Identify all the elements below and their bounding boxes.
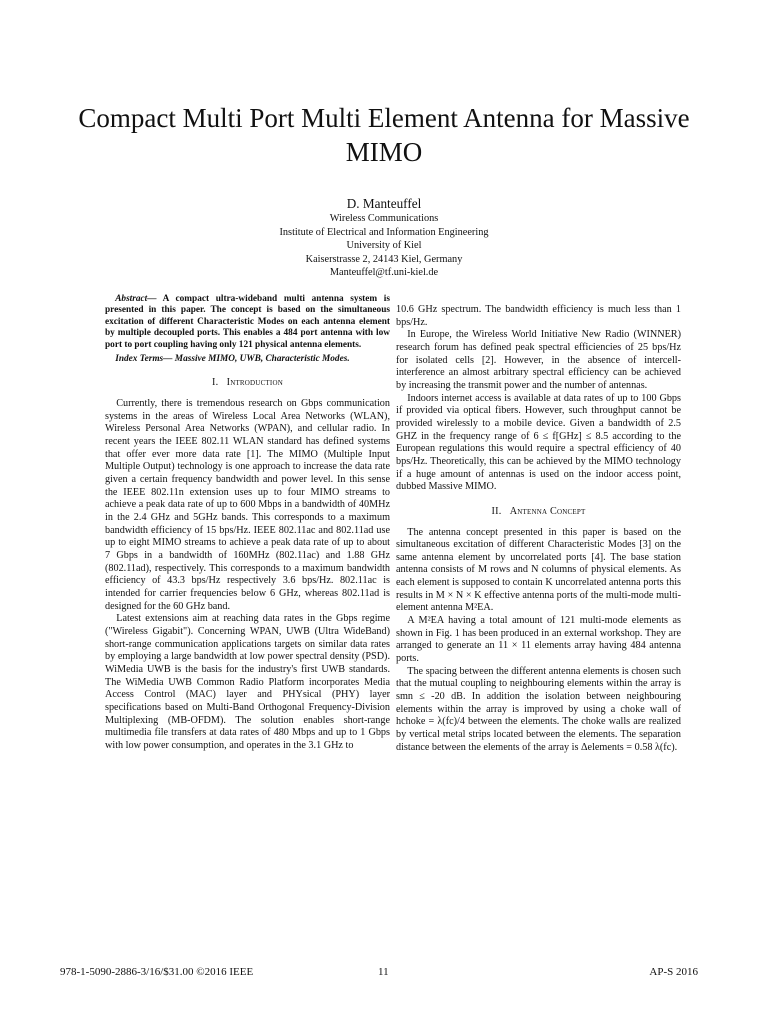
body-paragraph: 10.6 GHz spectrum. The bandwidth efficiency is much less than 1 bps/Hz. — [396, 304, 681, 328]
section-heading-antenna-concept — [396, 506, 681, 519]
author-block — [160, 196, 608, 280]
section-heading-introduction — [105, 377, 390, 390]
affiliation-line: Institute of Electrical and Information Engineering — [279, 226, 489, 238]
body-paragraph: The antenna concept presented in this paper is based on the simultaneous excitation of different Characteristic Modes [3] on the same antenna element by uncorrelated ports [4]. The base station antenna consists of M rows and N columns of physical elements. As each element is supposed to contain K uncorrelated antenna ports this results in M × N × K effective antenna ports of the multi-mode multi-element antenna M²EA. — [396, 526, 681, 614]
body-paragraph: The spacing between the different antenna elements is chosen such that the mutual coupling to neighbouring elements within the array is smn ≤ -20 dB. In addition the isolation between neighbouring elements within the array is improved by using a choke wall of hchoke = λ(fc)/4 between the elements. The choke walls are realized by vertical metal strips located between the elements. The separation distance between the elements of the array is Δelements = 0.58 λ(fc). — [396, 665, 681, 753]
right-column — [396, 304, 681, 754]
affiliation-line: University of Kiel — [346, 240, 422, 251]
body-paragraph: Currently, there is tremendous research on Gbps communication systems in the areas of Wireless Local Area Networks (WLAN), Wireless Personal Area Networks (WPAN), and cellular radio. In recent years the IEEE 802.11 WLAN standard has defined systems that offer ever more data rate [1]. The MIMO (Multiple Input Multiple Output) technology is one approach to increase the data rate given a certain frequency bandwidth and power level. In this sense the IEEE 802.11n extension uses up to four MIMO streams to achieve a peak data rate of up to 600 Mbps in a bandwidth of 40MHz in the 2.4 GHz and 5GHz bands. This corresponds to a maximum bandwidth efficiency of 15 bps/Hz. IEEE 802.11ac and 802.11ad use up to eight MIMO streams to achieve a peak data rate of up to about 7 Gbps in a bandwidth of 160MHz (802.11ac) and 1.88 GHz (802.11ad), respectively. This corresponds to a maximum bandwidth efficiency of 43.3 bps/Hz respectively 3.6 bps/Hz. 802.11ac is intended for carrier frequencies below 6 GHz, whereas 802.11ad is designed for the 60 GHz band. — [105, 398, 390, 612]
abstract-lead: Abstract— — [115, 294, 157, 304]
page-number: 11 — [378, 966, 389, 978]
section-number: I. — [212, 377, 219, 389]
section-title: Antenna Concept — [509, 505, 586, 517]
author-email: Manteuffel@tf.uni-kiel.de — [329, 267, 439, 278]
affiliation-line: Kaiserstrasse 2, 24143 Kiel, Germany — [305, 253, 463, 265]
author-name: D. Manteuffel — [346, 196, 422, 211]
affiliation-line: Wireless Communications — [329, 213, 439, 224]
body-paragraph: A M²EA having a total amount of 121 multi-mode elements as shown in Fig. 1 has been produced in an external workshop. They are arranged to generate an 11 × 11 elements array having 484 antenna ports. — [396, 615, 681, 665]
body-paragraph: In Europe, the Wireless World Initiative New Radio (WINNER) research forum has defined peak spectral efficiencies of 25 bps/Hz for isolated cells [2]. However, in the absence of intercell-interference an almost arbitrary spectral efficiency can be achieved by increasing the transmit power and the number of antennas. — [396, 329, 681, 391]
index-terms-lead: Index Terms— — [115, 354, 173, 365]
index-terms-text: Massive MIMO, UWB, Characteristic Modes. — [172, 354, 350, 365]
conference-label: AP-S 2016 — [649, 966, 698, 978]
abstract — [105, 294, 390, 351]
abstract-text: A compact ultra-wideband multi antenna system is presented in this paper. The concept is based on the simultaneous excitation of different Characteristic Modes on each antenna element by multiple decoupled ports. This enables a 484 port antenna with low port to port coupling having only 121 physical antenna elements. — [105, 294, 390, 350]
section-number: II. — [491, 505, 502, 517]
left-column — [105, 294, 390, 752]
paper-title: Compact Multi Port Multi Element Antenna for Massive MIMO — [78, 103, 690, 167]
footer-copyright: 978-1-5090-2886-3/16/$31.00 ©2016 IEEE — [60, 966, 254, 978]
body-paragraph: Indoors internet access is available at data rates of up to 100 Gbps if provided via optical fibers. However, such throughput cannot be provided wirelessly to a mobile device. Given a bandwidth of 2.5 GHZ in the frequency range of 6 ≤ f[GHz] ≤ 8.5 according to the European regulations this would require a spectral efficiency of 40 bps/Hz. Theoretically, this can be achieved by the MIMO technology if a huge amount of antennas is used on the indoor access point, dubbed Massive MIMO. — [396, 392, 681, 493]
section-title: Introduction — [226, 377, 283, 389]
index-terms — [105, 354, 390, 365]
body-paragraph: Latest extensions aim at reaching data rates in the Gbps regime ("Wireless Gigabit"). Concerning WPAN, UWB (Ultra WideBand) short-range communication applications targets on similar data rates by employing a large bandwidth at low power spectral density (PSD). WiMedia UWB is the basis for the industry's first UWB standards. The WiMedia UWB Common Radio Platform incorporates Media Access Control (MAC) layer and PHYsical (PHY) layer specifications based on Multi-Band Orthogonal Frequency-Division Multiplexing (MB-OFDM). The solution enables short-range multimedia file transfers at data rates of 480 Mbps and up to 1 Gbps with low power consumption, and operates in the 3.1 GHz to — [105, 613, 390, 751]
